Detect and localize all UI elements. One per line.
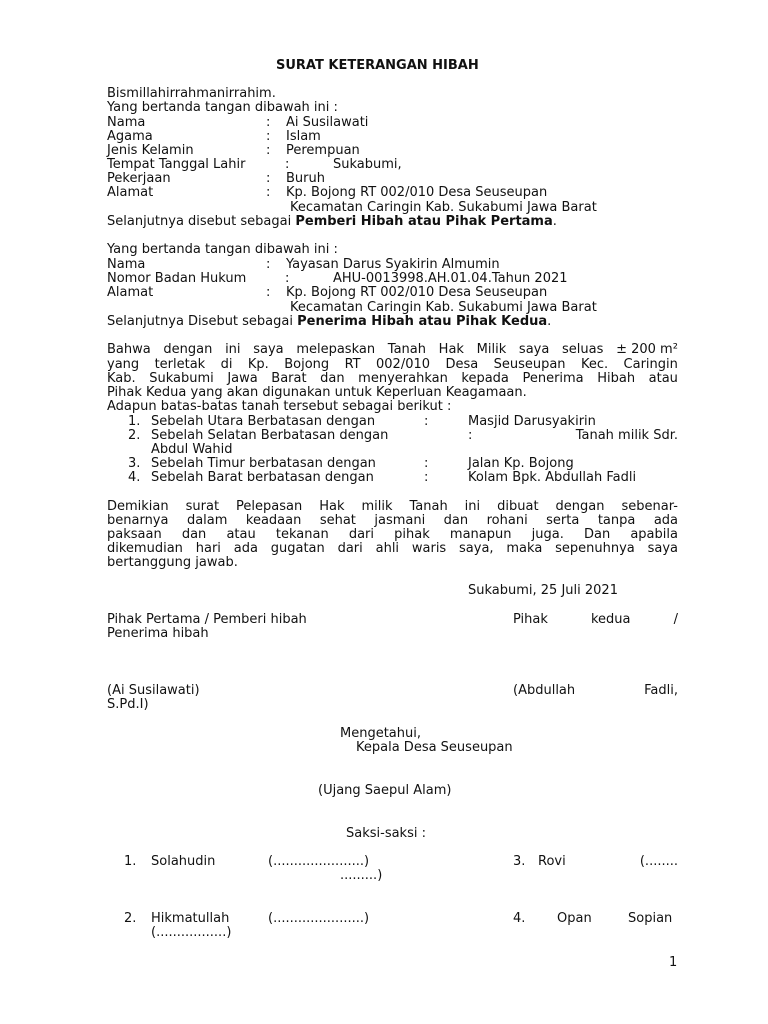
field-label: Alamat	[107, 185, 154, 200]
word: Jawa	[227, 371, 258, 386]
word: /	[673, 612, 678, 627]
party-two-name-continuation: S.Pd.I)	[107, 697, 149, 712]
party-one-title: Pihak Pertama / Pemberi hibah	[107, 612, 307, 627]
word: Pelepasan	[236, 499, 303, 514]
place-date: Sukabumi, 25 Juli 2021	[468, 583, 618, 598]
word: dan	[443, 513, 469, 528]
party-two-title	[513, 612, 678, 627]
witness-name: Solahudin	[151, 854, 216, 869]
word: ini	[464, 499, 481, 514]
field-separator: :	[285, 271, 290, 286]
word: ada	[233, 541, 258, 556]
acknowledged-label: Mengetahui,	[340, 726, 421, 741]
word: Fadli,	[644, 683, 678, 698]
witness-name: Opan	[557, 911, 592, 926]
field-label: Agama	[107, 129, 153, 144]
witness-name: Hikmatullah	[151, 911, 230, 926]
word: (Abdullah	[513, 683, 576, 698]
field-label: Tempat Tanggal Lahir	[107, 157, 246, 172]
word: Seuseupan	[493, 357, 566, 372]
word: Barat	[271, 371, 307, 386]
word: tanpa	[597, 513, 636, 528]
word: dikemudian	[107, 541, 183, 556]
border-label: Sebelah Barat berbatasan dengan	[151, 470, 374, 485]
closing-line	[107, 541, 678, 556]
word: Penerima	[522, 371, 584, 386]
field-separator: :	[266, 257, 271, 272]
field-value: Buruh	[286, 171, 325, 186]
word: ahli	[375, 541, 400, 556]
word: apabila	[630, 527, 678, 542]
word: dan	[181, 527, 207, 542]
field-value: Yayasan Darus Syakirin Almumin	[286, 257, 500, 272]
closing-line	[107, 527, 678, 542]
address-continuation: Kecamatan Caringin Kab. Sukabumi Jawa Barat	[290, 300, 597, 315]
word: kepada	[461, 371, 509, 386]
word: milik	[361, 499, 393, 514]
party-one-name: (Ai Susilawati)	[107, 683, 200, 698]
witness-name-part: Sopian	[628, 911, 673, 926]
word: dan	[320, 371, 345, 386]
word: tekanan	[275, 527, 329, 542]
body-line	[107, 342, 678, 357]
word: manapun	[449, 527, 512, 542]
field-value: AHU-0013998.AH.01.04.Tahun 2021	[333, 271, 568, 286]
word: waris	[411, 541, 447, 556]
body-line	[107, 371, 678, 386]
field-separator: :	[266, 171, 271, 186]
field-value: Kp. Bojong RT 002/010 Desa Seuseupan	[286, 285, 548, 300]
word: Demikian	[107, 499, 169, 514]
border-value: Kolam Bpk. Abdullah Fadli	[468, 470, 637, 485]
list-number: 2.	[128, 428, 141, 443]
word: ± 200 m²	[616, 342, 678, 357]
list-number: 3.	[128, 456, 141, 471]
address-continuation: Kecamatan Caringin Kab. Sukabumi Jawa Barat	[290, 200, 597, 215]
word: seluas	[562, 342, 604, 357]
word: sehat	[319, 513, 356, 528]
word: benarnya	[107, 513, 169, 528]
intro-text-1: Yang bertanda tangan dibawah ini :	[107, 100, 338, 115]
designation-prefix: Selanjutnya disebut sebagai	[107, 214, 296, 229]
field-separator: :	[266, 143, 271, 158]
word: juga.	[531, 527, 564, 542]
designation-bold: Pemberi Hibah atau Pihak Pertama	[295, 214, 553, 229]
word: dibuat	[497, 499, 539, 514]
witness-signature-continuation: (.................)	[151, 925, 232, 940]
word: yang	[107, 357, 140, 372]
border-label: Sebelah Selatan Berbatasan dengan	[151, 428, 389, 443]
second-party-designation	[107, 314, 551, 329]
word: terletak	[154, 357, 206, 372]
word: sebenar-	[621, 499, 678, 514]
word: Caringin	[623, 357, 678, 372]
closing-line-last: bertanggung jawab.	[107, 555, 238, 570]
word: dengan	[163, 342, 213, 357]
word: saya	[647, 541, 678, 556]
witness-signature-continuation: .........)	[340, 868, 383, 883]
list-number: 3.	[513, 854, 526, 869]
field-label: Nomor Badan Hukum	[107, 271, 247, 286]
word: saya,	[459, 541, 494, 556]
word: di	[220, 357, 233, 372]
word: gugatan	[270, 541, 325, 556]
word: surat	[185, 499, 220, 514]
word: keadaan	[245, 513, 302, 528]
word: Hak	[438, 342, 464, 357]
word: Milik	[476, 342, 507, 357]
body-line	[107, 357, 678, 372]
border-label: Sebelah Utara Berbatasan dengan	[151, 414, 376, 429]
witness-signature: (........	[639, 854, 678, 869]
witnesses-title: Saksi-saksi :	[346, 826, 426, 841]
word: Sukabumi	[149, 371, 214, 386]
word: dari	[348, 527, 375, 542]
designation-prefix: Selanjutnya Disebut sebagai	[107, 314, 298, 329]
word: atau	[648, 371, 678, 386]
word: dengan	[555, 499, 605, 514]
designation-suffix: .	[547, 314, 552, 329]
list-number: 1.	[128, 414, 141, 429]
field-value: Ai Susilawati	[286, 115, 369, 130]
word: dalam	[186, 513, 228, 528]
first-party-designation	[107, 214, 557, 229]
field-label: Pekerjaan	[107, 171, 171, 186]
intro-text-2: Yang bertanda tangan dibawah ini :	[107, 242, 338, 257]
word: Hak	[319, 499, 345, 514]
witness-signature: (......................)	[268, 854, 370, 869]
field-value: Perempuan	[286, 143, 360, 158]
word: atau	[226, 527, 256, 542]
list-number: 1.	[124, 854, 137, 869]
word: saya	[253, 342, 284, 357]
word: hari	[195, 541, 221, 556]
document-title: SURAT KETERANGAN HIBAH	[276, 58, 479, 73]
word: rohani	[486, 513, 528, 528]
field-separator: :	[266, 129, 271, 144]
word: melepaskan	[296, 342, 376, 357]
word: Tanah	[409, 499, 448, 514]
word: kedua	[590, 612, 631, 627]
word: Kab.	[107, 371, 136, 386]
page-number: 1	[669, 955, 678, 970]
witness-name: Rovi	[538, 854, 566, 869]
list-number: 4.	[513, 911, 526, 926]
word: 002/010	[376, 357, 431, 372]
word: dari	[337, 541, 363, 556]
field-separator: :	[266, 115, 271, 130]
field-value: Kp. Bojong RT 002/010 Desa Seuseupan	[286, 185, 548, 200]
designation-suffix: .	[552, 214, 557, 229]
border-separator: :	[424, 456, 429, 471]
village-head-name: (Ujang Saepul Alam)	[318, 783, 452, 798]
closing-line	[107, 499, 678, 514]
opening-text: Bismillahirrahmanirrahim.	[107, 86, 276, 101]
word: serta	[546, 513, 580, 528]
designation-bold: Penerima Hibah atau Pihak Kedua	[297, 314, 548, 329]
border-value: Tanah milik Sdr.	[575, 428, 678, 443]
village-head-title: Kepala Desa Seuseupan	[356, 740, 513, 755]
word: saya	[518, 342, 550, 357]
border-label: Sebelah Timur berbatasan dengan	[151, 456, 376, 471]
word: Hibah	[597, 371, 636, 386]
body-line-last: Pihak Kedua yang akan digunakan untuk Keperluan Keagamaan.	[107, 385, 527, 400]
word: menyerahkan	[358, 371, 448, 386]
word: Kec.	[580, 357, 609, 372]
list-number: 4.	[128, 470, 141, 485]
word: Dan	[583, 527, 611, 542]
border-value: Jalan Kp. Bojong	[468, 456, 574, 471]
word: RT	[344, 357, 361, 372]
word: ini	[225, 342, 241, 357]
border-separator: :	[424, 414, 429, 429]
field-label: Alamat	[107, 285, 154, 300]
word: Desa	[445, 357, 479, 372]
border-separator: :	[468, 428, 473, 443]
word: Kp.	[247, 357, 269, 372]
word: jasmani	[374, 513, 426, 528]
field-label: Nama	[107, 115, 146, 130]
field-separator: :	[266, 285, 271, 300]
word: sepenuhnya	[555, 541, 635, 556]
party-two-name	[513, 683, 678, 698]
word: maka	[506, 541, 543, 556]
field-separator: :	[285, 157, 290, 172]
word: pihak	[394, 527, 430, 542]
border-value-continuation: Abdul Wahid	[151, 442, 233, 457]
border-separator: :	[424, 470, 429, 485]
field-separator: :	[266, 185, 271, 200]
field-label: Jenis Kelamin	[107, 143, 194, 158]
witness-signature: (......................)	[268, 911, 370, 926]
field-label: Nama	[107, 257, 146, 272]
field-value: Sukabumi,	[333, 157, 402, 172]
word: paksaan	[107, 527, 162, 542]
field-value: Islam	[286, 129, 321, 144]
party-two-title-continuation: Penerima hibah	[107, 626, 209, 641]
word: Pihak	[513, 612, 548, 627]
word: Bahwa	[107, 342, 151, 357]
list-number: 2.	[124, 911, 137, 926]
border-value: Masjid Darusyakirin	[468, 414, 596, 429]
closing-line	[107, 513, 678, 528]
borders-intro: Adapun batas-batas tanah tersebut sebagai berikut :	[107, 399, 452, 414]
word: Bojong	[284, 357, 330, 372]
word: ada	[653, 513, 678, 528]
word: Tanah	[387, 342, 426, 357]
